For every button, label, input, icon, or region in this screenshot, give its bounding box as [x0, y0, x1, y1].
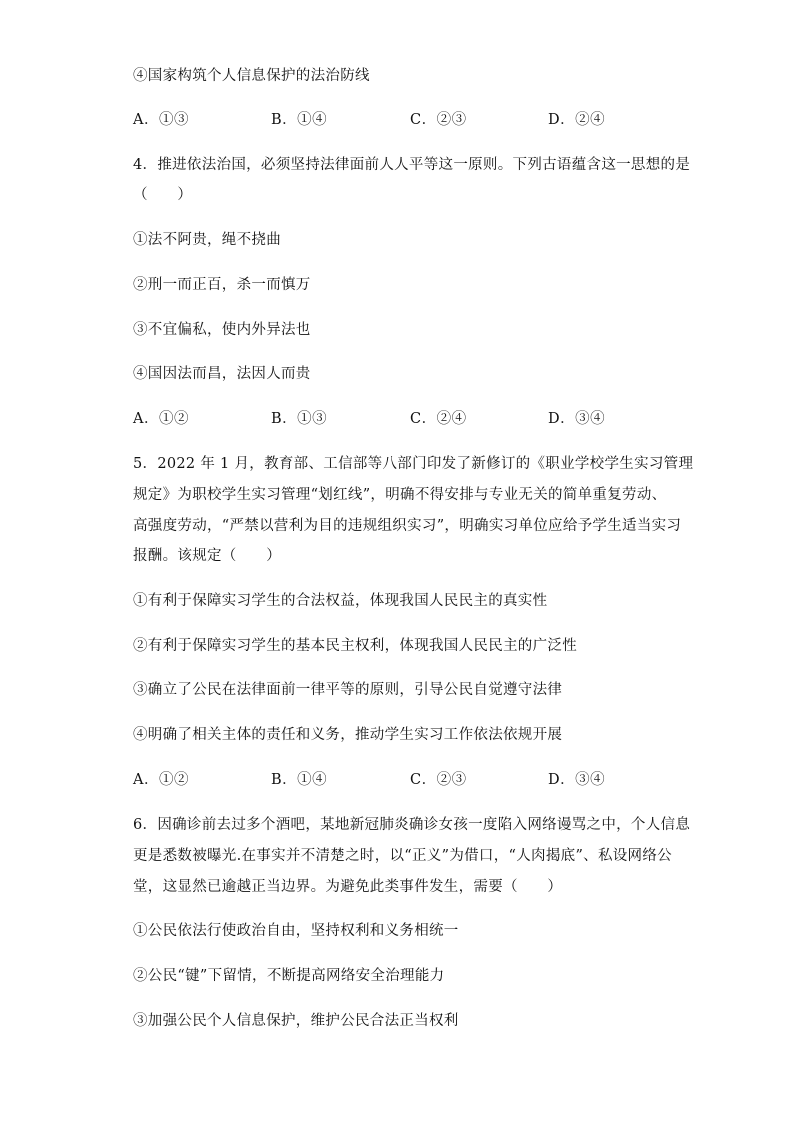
q4-option-d: D．③④	[548, 411, 606, 427]
q5-option-c: C．②③	[410, 772, 467, 788]
q6-stem-line-2: 更是悉数被曝光.在事实并不清楚之时，以“正义”为借口，“人肉揭底”、私设网络公	[133, 848, 672, 864]
q4-option-a: A．①②	[133, 411, 189, 427]
q5-stem-line-1: 5．2022 年 1 月，教育部、工信部等八部门印发了新修订的《职业学校学生实习管理	[133, 456, 694, 472]
q4-stem-line-2: （ ）	[133, 187, 193, 203]
q6-stem-line-1: 6．因确诊前去过多个酒吧，某地新冠肺炎确诊女孩一度陷入网络谩骂之中，个人信息	[133, 817, 691, 833]
q4-option-b: B．①③	[271, 411, 328, 427]
q5-item-1: ①有利于保障实习学生的合法权益，体现我国人民民主的真实性	[133, 593, 548, 609]
q5-option-d: D．③④	[548, 772, 606, 788]
q5-option-b: B．①④	[271, 772, 328, 788]
q6-stem-line-3: 堂，这显然已逾越正当边界。为避免此类事件发生，需要（ ）	[133, 879, 563, 895]
q4-item-3: ③不宜偏私，使内外异法也	[133, 322, 311, 338]
q5-item-4: ④明确了相关主体的责任和义务，推动学生实习工作依法依规开展	[133, 727, 563, 743]
q4-item-1: ①法不阿贵，绳不挠曲	[133, 232, 281, 248]
q5-stem-line-3: 高强度劳动，“严禁以营利为目的违规组织实习”，明确实习单位应给予学生适当实习	[133, 518, 682, 534]
q5-stem-line-2: 规定》为职校学生实习管理“划红线”，明确不得安排与专业无关的简单重复劳动、	[133, 487, 667, 503]
q3-option-d: D．②④	[548, 112, 606, 128]
q5-item-2: ②有利于保障实习学生的基本民主权利，体现我国人民民主的广泛性	[133, 638, 577, 654]
q6-item-1: ①公民依法行使政治自由，坚持权利和义务相统一	[133, 923, 459, 939]
q6-item-2: ②公民“键”下留情，不断提高网络安全治理能力	[133, 968, 445, 984]
q6-item-3: ③加强公民个人信息保护，维护公民合法正当权利	[133, 1013, 459, 1029]
q5-stem-line-4: 报酬。该规定（ ）	[133, 548, 281, 564]
q3-option-c: C．②③	[410, 112, 467, 128]
q4-option-c: C．②④	[410, 411, 467, 427]
q3-item-4: ④国家构筑个人信息保护的法治防线	[133, 68, 370, 84]
q5-option-a: A．①②	[133, 772, 189, 788]
q3-option-a: A．①③	[133, 112, 189, 128]
q3-option-b: B．①④	[271, 112, 328, 128]
q5-item-3: ③确立了公民在法律面前一律平等的原则，引导公民自觉遵守法律	[133, 682, 563, 698]
q4-item-2: ②刑一而正百，杀一而慎万	[133, 277, 311, 293]
q4-item-4: ④国因法而昌，法因人而贵	[133, 366, 311, 382]
q4-stem-line-1: 4．推进依法治国，必须坚持法律面前人人平等这一原则。下列古语蕴含这一思想的是	[133, 157, 691, 173]
